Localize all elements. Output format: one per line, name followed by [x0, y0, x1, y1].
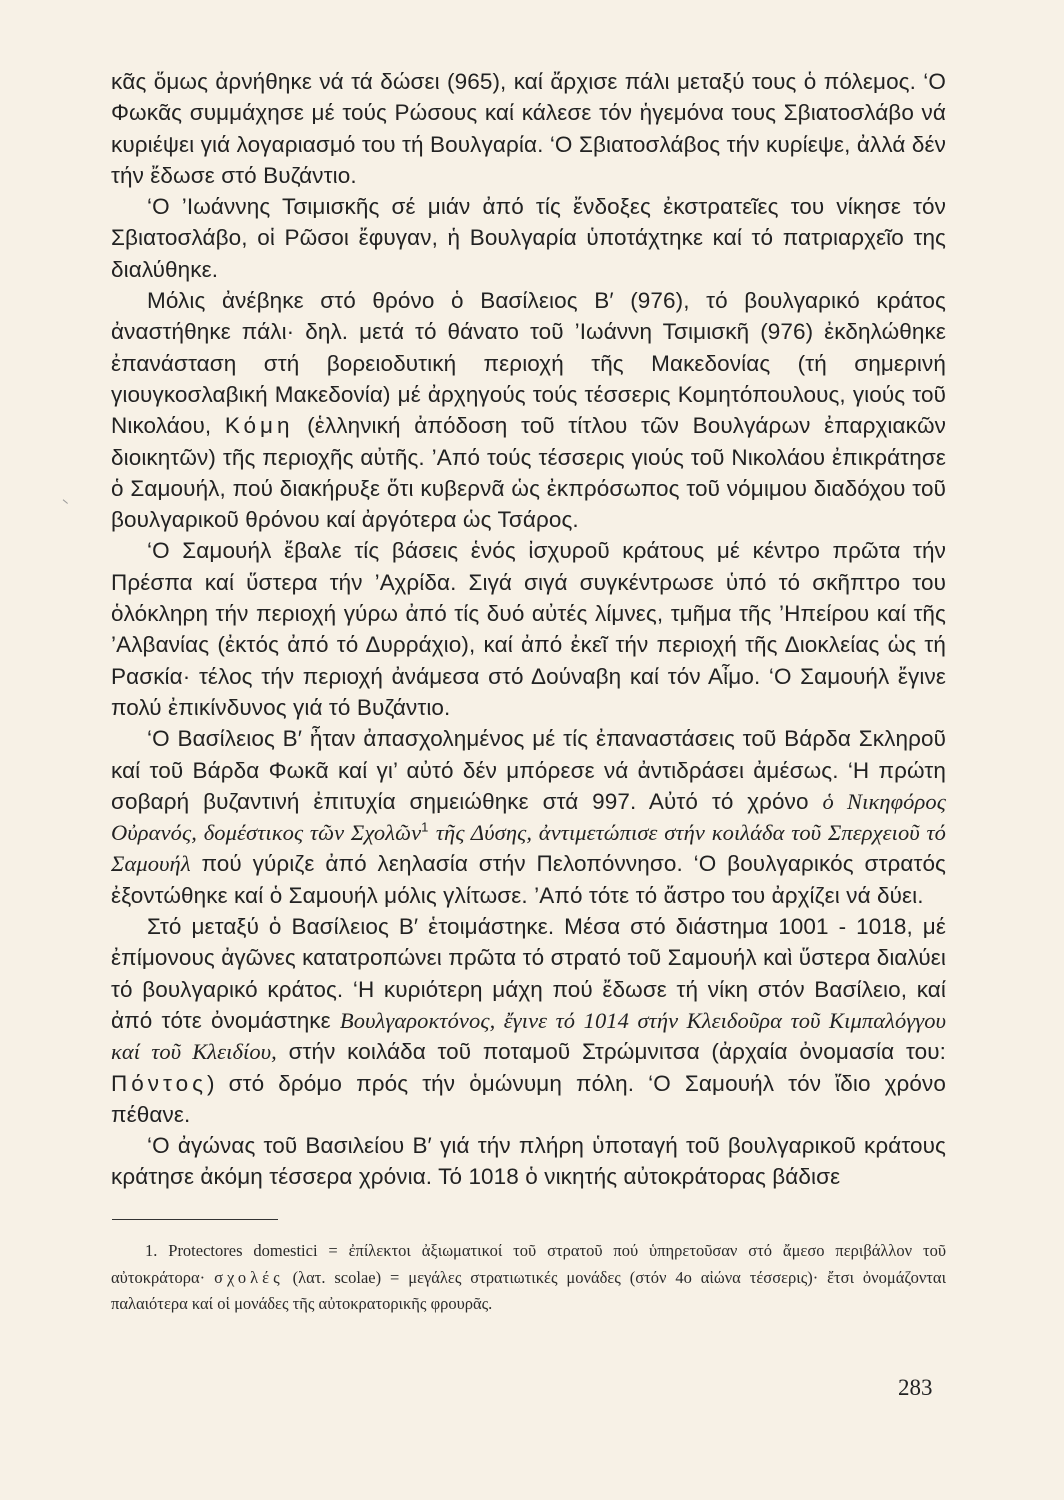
paragraph-5-text-a: ‘Ο Βασίλειος Β′ ἦταν ἀπασχολημένος μέ τίς ἐπαναστάσεις τοῦ Βάρδα Σκληροῦ καί τοῦ Βάρδα Φωκᾶ καί γι’ αὐτό δέν μπόρεσε νά ἀντιδράσει ἀμέσως. ‘Η πρώτη σοβαρή βυζαντινή ἐπιτυχία σημειώθηκε στά 997. Αὐτό τό χρόνο	[111, 726, 946, 814]
paragraph-6-text-c: ) στό δρόμο πρός τήν ὁμώνυμη πόλη. ‘Ο Σαμουήλ τόν ἴδιο χρόνο πέθανε.	[111, 1070, 946, 1127]
footnote-divider	[112, 1219, 278, 1220]
paragraph-6-text-a: Στό μεταξύ ὁ Βασίλειος Β′ ἑτοιμάστηκε. Μέσα στό διάστημα 1001 - 1018, μέ ἐπίμονους ἀγῶνες κατατροπώνει πρῶτα τό στρατό τοῦ Σαμουήλ καὶ ὕστερα διαλύει τό βουλγαρικό κράτος. ‘Η κυριότερη μάχη πού ἔδωσε τή νίκη στόν Βασίλειο, καί ἀπό τότε ὀνομάστηκε	[111, 914, 946, 1033]
margin-mark	[62, 499, 68, 504]
paragraph-5-italic-a: ὁ Νικηφόρος Οὐρανός, δομέστικος τῶν Σχολῶν	[111, 788, 946, 846]
paragraph-6-italic: Βουλγαροκτόνος, ἔγινε τό 1014 στήν Κλειδοῦρα τοῦ Κιμπαλόγγου καί τοῦ Κλειδίου,	[111, 1007, 947, 1065]
paragraph-7-text: ‘Ο ἀγώνας τοῦ Βασιλείου Β′ γιά τήν πλήρη ὑποταγή τοῦ βουλγαρικοῦ κράτους κράτησε ἀκόμη τέσσερα χρόνια. Τό 1018 ὁ νικητής αὐτοκράτορας βάδισε	[111, 1133, 946, 1190]
paragraph-3-text-b: (ἑλληνική ἀπόδοση τοῦ τίτλου τῶν Βουλγάρων ἐπαρχιακῶν διοικητῶν) τῆς περιοχῆς αὐτῆς. ’Από τούς τέσσερις γιούς τοῦ Νικολάου ἐπικράτησε ὁ Σαμουήλ, πού διακήρυξε ὅτι κυβερνᾶ ὡς ἐκπρόσωπος τοῦ νόμιμου διαδόχου τοῦ βουλγαρικοῦ θρόνου καί ἀργότερα ὡς Τσάρος.	[111, 413, 946, 533]
paragraph-4-text: ‘Ο Σαμουήλ ἔβαλε τίς βάσεις ἑνός ἰσχυροῦ κράτους μέ κέντρο πρῶτα τήν Πρέσπα καί ὕστερα τήν ’Αχρίδα. Σιγά σιγά συγκέντρωσε ὑπό τό σκῆπτρο του ὁλόκληρη τήν περιοχή γύρω ἀπό τίς δυό αὐτές λίμνες, τμῆμα τῆς ’Ηπείρου καί τῆς ’Αλβανίας (ἐκτός ἀπό τό Δυρράχιο), καί ἀπό ἐκεῖ τήν περιοχή τῆς Διοκλείας ὡς τή Ρασκία· τέλος τήν περιοχή ἀνάμεσα στό Δούναβη καί τόν Αἶμο. ‘Ο Σαμουήλ ἔγινε πολύ ἐπικίνδυνος γιά τό Βυζάντιο.	[111, 538, 946, 720]
footnote-text-b: (λατ. scolae) = μεγάλες στρατιωτικές μονάδες (στόν 4ο αἰώνα τέσσερις)· ἔτσι ὀνομάζονται παλαιότερα καί οἱ μονάδες τῆς αὐτοκρατορικῆς φρουρᾶς.	[111, 1267, 947, 1313]
paragraph-5	[111, 723, 946, 911]
paragraph-6-spaced-term: Πόντος	[111, 1070, 207, 1096]
footnote-ref-1[interactable]: 1	[421, 819, 429, 835]
page-number: 283	[898, 1375, 933, 1400]
paragraph-3-spaced-term: Κόμη	[224, 413, 294, 439]
paragraph-5-text-b: πού γύριζε ἀπό λεηλασία στήν Πελοπόννησο. ‘Ο βουλγαρικός στρατός ἐξοντώθηκε καί ὁ Σαμουήλ μόλις γλίτωσε. ’Από τότε τό ἄστρο του ἀρχίζει νά δύει.	[111, 851, 946, 908]
main-text	[111, 66, 946, 1193]
footnote-spaced-term: σχολές	[214, 1267, 284, 1287]
paragraph-7	[111, 1130, 946, 1193]
paragraph-6	[111, 911, 946, 1130]
paragraph-5-italic-b: τῆς Δύσης, ἀντιμετώπισε στήν κοιλάδα τοῦ Σπερχειοῦ τό Σαμουήλ	[111, 820, 946, 877]
footnote-text-a: Protectores domestici = ἐπίλεκτοι ἀξιωματικοί τοῦ στρατοῦ πού ὑπηρετοῦσαν στό ἄμεσο περιβάλλον τοῦ αὐτοκράτορα·	[111, 1241, 946, 1287]
paragraph-2-text: ‘Ο ’Ιωάννης Τσιμισκῆς σέ μιάν ἀπό τίς ἔνδοξες ἐκστρατεῖες του νίκησε τόν Σβιατοσλάβο, οἱ Ρῶσοι ἔφυγαν, ἡ Βουλγαρία ὑποτάχτηκε καί τό πατριαρχεῖο της διαλύθηκε.	[111, 194, 946, 282]
paragraph-3	[111, 285, 946, 535]
paragraph-4	[111, 535, 946, 723]
footnote-number: 1.	[145, 1241, 158, 1260]
paragraph-1	[111, 66, 946, 191]
paragraph-2	[111, 191, 946, 285]
paragraph-1-text: κᾶς ὅμως ἀρνήθηκε νά τά δώσει (965), καί ἄρχισε πάλι μεταξύ τους ὁ πόλεμος. ‘Ο Φωκᾶς συμμάχησε μέ τούς Ρώσους καί κάλεσε τόν ἡγεμόνα τους Σβιατοσλάβο νά κυριέψει γιά λογαριασμό του τή Βουλγαρία. ‘Ο Σβιατοσλάβος τήν κυρίεψε, ἀλλά δέν τήν ἔδωσε στό Βυζάντιο.	[111, 69, 946, 188]
footnote	[111, 1238, 946, 1318]
paragraph-6-text-b: στήν κοιλάδα τοῦ ποταμοῦ Στρώμνιτσα (ἀρχαία ὀνομασία του:	[288, 1039, 946, 1065]
paragraph-3-text-a: Μόλις ἀνέβηκε στό θρόνο ὁ Βασίλειος Β′ (976), τό βουλγαρικό κράτος ἀναστήθηκε πάλι· δηλ. μετά τό θάνατο τοῦ ’Ιωάννη Τσιμισκῆ (976) ἐκδηλώθηκε ἐπανάσταση στή βορειοδυτική περιοχή τῆς Μακεδονίας (τή σημερινή γιουγκοσλαβική Μακεδονία) μέ ἀρχηγούς τούς τέσσερις Κομητόπουλους, γιούς τοῦ Νικολάου,	[111, 288, 946, 439]
